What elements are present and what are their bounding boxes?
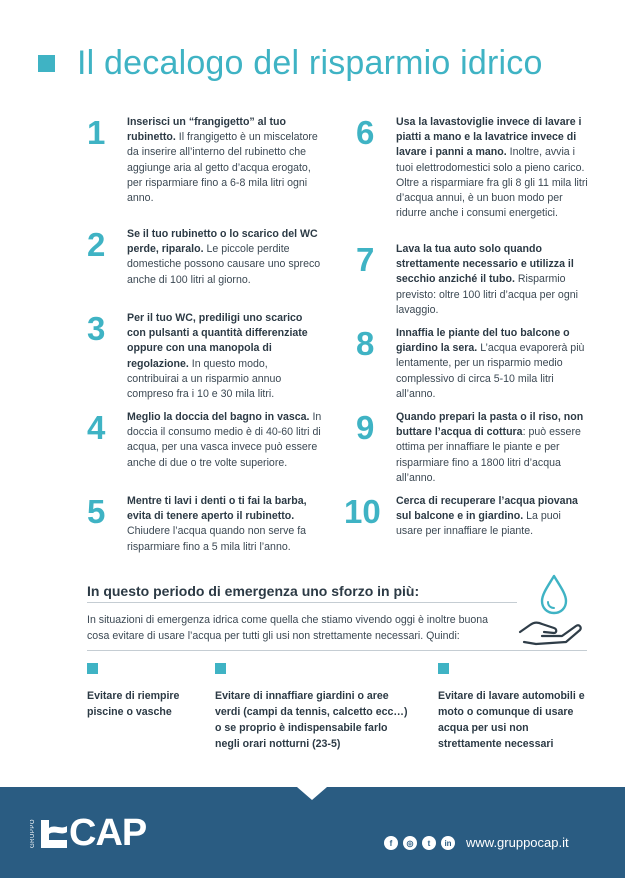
tip-bold: Lava la tua auto solo quando strettamente necessario e utilizza il secchio anziché il tubo. [396, 243, 574, 286]
tip-10 [344, 494, 588, 540]
logo-gruppo-text: GRUPPO [30, 818, 36, 848]
emergency-col-1 [87, 663, 207, 720]
tip-body: In questo modo, contribuirai a un risparmio annuo compreso fra i 10 e 30 mila litri. [127, 357, 282, 401]
tip-number: 7 [356, 241, 375, 278]
tip-text [396, 494, 588, 540]
emergency-col-2 [215, 663, 410, 752]
website-link[interactable]: www.gruppocap.it [466, 835, 569, 850]
tip-number: 3 [87, 310, 106, 347]
tip-text [127, 227, 322, 288]
tip-text [396, 242, 588, 318]
tip-text [396, 410, 588, 486]
col-text: Evitare di innaffiare giardini o aree verdi (campi da tennis, calcetto ecc…) o se proprio è indispensabile farlo negli orari notturni (23-5) [215, 690, 408, 750]
tip-body: La puoi usare per innaffiare le piante. [396, 510, 561, 538]
tip-5 [87, 494, 322, 555]
tip-body: Le piccole perdite domestiche possono causare uno spreco anche di 100 litri al giorno. [127, 243, 321, 286]
tip-body: Risparmio previsto: oltre 100 litri d’acqua per ogni lavaggio. [396, 273, 578, 316]
tip-bold: Meglio la doccia del bagno in vasca. [127, 411, 310, 423]
facebook-icon[interactable]: f [384, 836, 398, 850]
tip-bold: Quando prepari la pasta o il riso, non buttare l’acqua di cottura [396, 411, 584, 439]
tip-8 [356, 326, 588, 402]
tip-number: 9 [356, 409, 375, 446]
footer-notch [297, 787, 327, 800]
tip-number: 8 [356, 325, 375, 362]
tip-number: 10 [344, 493, 381, 530]
divider [87, 602, 517, 603]
linkedin-icon[interactable]: in [441, 836, 455, 850]
tip-9 [356, 410, 588, 486]
tip-body: In doccia il consumo medio è di 40-60 litri di acqua, per una vasca invece può essere anche di due o tre volte superiore. [127, 411, 322, 469]
tip-number: 4 [87, 409, 106, 446]
emergency-text: In situazioni di emergenza idrica come quella che stiamo vivendo oggi è inoltre buona cosa evitare di usare l’acqua per tutti gli usi non strettamente necessari. Quindi: [87, 614, 489, 642]
tip-bold: Se il tuo rubinetto o lo scarico del WC perde, riparalo. [127, 228, 318, 256]
bullet-square-icon [215, 663, 226, 674]
title-square-icon [38, 55, 55, 72]
tip-body: Il frangigetto è un miscelatore da inserire all’interno del rubinetto che aggiunge aria al getto d’acqua erogato, per risparmiare fino a 6-8 mila litri ogni anno. [127, 131, 318, 205]
tip-text [127, 311, 322, 402]
tip-bold: Cerca di recuperare l’acqua piovana sul balcone e in giardino. [396, 495, 578, 523]
tip-text [396, 115, 588, 221]
tip-4 [87, 410, 322, 471]
tip-body: L’acqua evaporerà più lentamente, per un risparmio medio complessivo di circa 5-10 mila litri all’anno. [396, 342, 585, 400]
twitter-icon[interactable]: t [422, 836, 436, 850]
tip-6 [356, 115, 588, 221]
col-text: Evitare di riempire piscine o vasche [87, 690, 180, 718]
bullet-square-icon [87, 663, 98, 674]
tip-bold: Usa la lavastoviglie invece di lavare i piatti a mano e la lavatrice invece di lavare i panni a mano. [396, 116, 582, 159]
tip-number: 5 [87, 493, 106, 530]
tip-text [127, 494, 322, 555]
emergency-col-3 [438, 663, 588, 752]
tip-bold: Mentre ti lavi i denti o ti fai la barba, evita di tenere aperto il rubinetto. [127, 495, 307, 523]
tip-7 [356, 242, 588, 318]
col-text: Evitare di lavare automobili e moto o comunque di usare acqua per usi non strettamente necessari [438, 690, 585, 750]
tip-bold: Per il tuo WC, prediligi uno scarico con pulsanti a quantità differenziate oppure con una manopola di regolazione. [127, 312, 308, 370]
tip-body: : può essere ottima per innaffiare le piante e per risparmiare fino a 1800 litri d’acqua all’anno. [396, 426, 581, 484]
divider [87, 650, 587, 651]
tip-body: Chiudere l’acqua quando non serve fa risparmiare fino a 5 mila litri l’anno. [127, 525, 307, 553]
tip-body: Inoltre, avvia i tuoi elettrodomestici solo a pieno carico. Oltre a risparmiare fra gli 8 gli 11 mila litri d’acqua annui, è un buon modo per ridurre anche i consumi energetici. [396, 146, 588, 220]
tip-1 [87, 115, 322, 206]
tip-2 [87, 227, 322, 288]
tip-text [127, 410, 322, 471]
tip-number: 6 [356, 114, 375, 151]
tip-number: 2 [87, 226, 106, 263]
tip-text [127, 115, 322, 206]
tip-3 [87, 311, 322, 402]
social-links [384, 836, 460, 850]
tip-bold: Innaffia le piante del tuo balcone o giardino la sera. [396, 327, 570, 355]
cap-logo[interactable] [30, 812, 146, 855]
instagram-icon[interactable]: ◎ [403, 836, 417, 850]
emergency-title: In questo periodo di emergenza uno sforzo in più: [87, 583, 420, 599]
logo-text: CAP [69, 812, 147, 854]
title-bar [38, 44, 543, 83]
bullet-square-icon [438, 663, 449, 674]
logo-mark-icon [39, 818, 69, 850]
tip-number: 1 [87, 114, 106, 151]
page-title: Il decalogo del risparmio idrico [77, 44, 543, 82]
tip-text [396, 326, 588, 402]
tip-bold: Inserisci un “frangigetto” al tuo rubinetto. [127, 116, 286, 144]
water-drop-hand-icon [516, 572, 586, 647]
